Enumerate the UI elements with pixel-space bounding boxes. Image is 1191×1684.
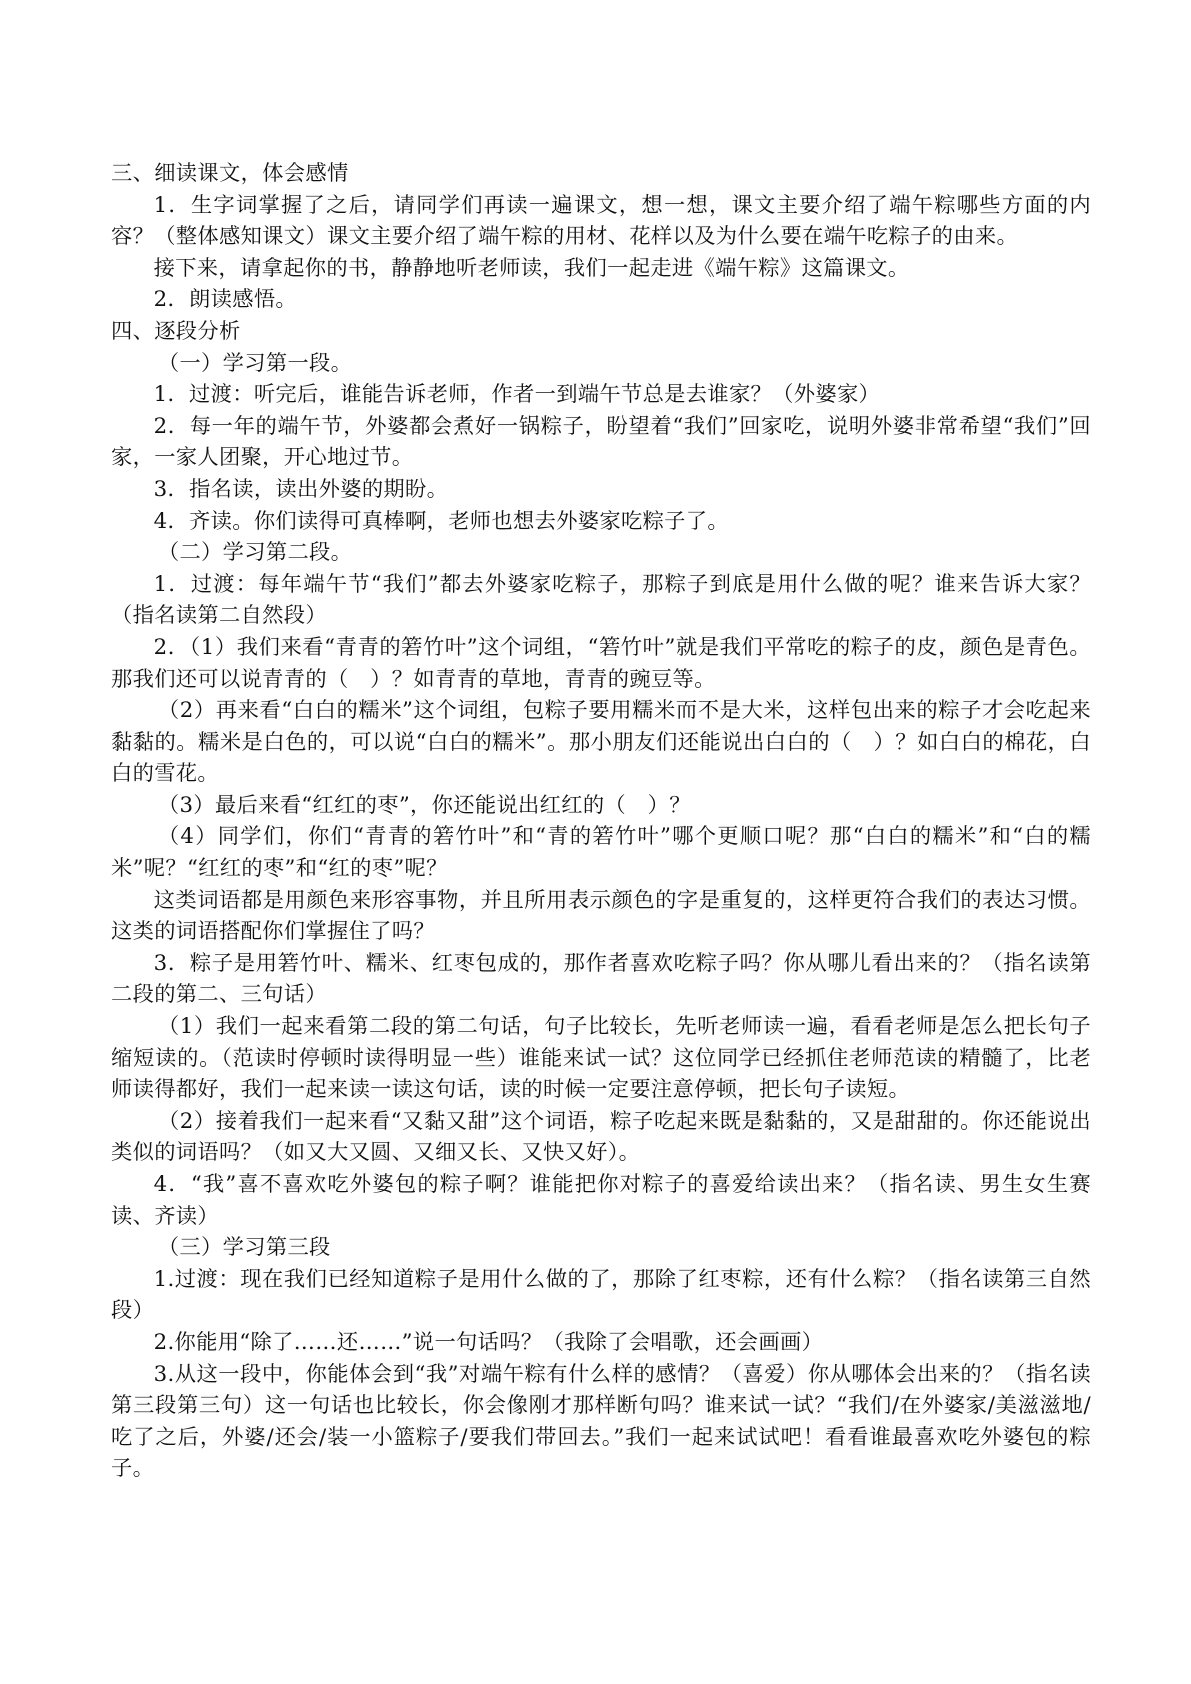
paragraph: （4）同学们，你们“青青的箬竹叶”和“青的箬竹叶”哪个更顺口呢？那“白白的糯米”和“白的糯米”呢？“红红的枣”和“红的枣”呢？ xyxy=(111,824,1091,882)
paragraph: 1．过渡：每年端午节“我们”都去外婆家吃粽子，那粽子到底是用什么做的呢？谁来告诉大家？（指名读第二自然段） xyxy=(111,571,1091,629)
subsection-heading: （一）学习第一段。 xyxy=(157,350,353,376)
paragraph: 4．“我”喜不喜欢吃外婆包的粽子啊？谁能把你对粽子的喜爱给读出来？（指名读、男生女生赛读、齐读） xyxy=(111,1172,1091,1229)
paragraph: 2．（1）我们来看“青青的箬竹叶”这个词组，“箬竹叶”就是我们平常吃的粽子的皮，颜色是青色。那我们还可以说青青的（ ）？如青青的草地，青青的豌豆等。 xyxy=(111,634,1091,692)
paragraph: 2.你能用“除了……还……”说一句话吗？（我除了会唱歌，还会画画） xyxy=(153,1329,824,1355)
subsection-heading: （二）学习第二段。 xyxy=(157,540,353,566)
lesson-plan-text xyxy=(111,158,1091,1485)
paragraph: 这类词语都是用颜色来形容事物，并且所用表示颜色的字是重复的，这样更符合我们的表达习惯。这类的词语搭配你们掌握住了吗？ xyxy=(111,887,1091,945)
paragraph: 4．齐读。你们读得可真棒啊，老师也想去外婆家吃粽子了。 xyxy=(153,508,729,534)
paragraph: （2）再来看“白白的糯米”这个词组，包粽子要用糯米而不是大米，这样包出来的粽子才会吃起来黏黏的。糯米是白色的，可以说“白白的糯米”。那小朋友们还能说出白白的（ ）？如白白的棉花，白白的雪花。 xyxy=(111,698,1091,787)
paragraph: 3．指名读，读出外婆的期盼。 xyxy=(153,476,449,502)
paragraph: 1．过渡：听完后，谁能告诉老师，作者一到端午节总是去谁家？（外婆家） xyxy=(153,382,881,408)
paragraph: 3.从这一段中，你能体会到“我”对端午粽有什么样的感情？（喜爱）你从哪体会出来的？（指名读第三段第三句）这一句话也比较长，你会像刚才那样断句吗？谁来试一试？“我们/在外婆家/美滋滋地/吃了之后，外婆/还会/装一小篮粽子/要我们带回去。”我们一起来试试吧！看看谁最喜欢吃外婆包的粽子。 xyxy=(111,1361,1091,1482)
paragraph: （3）最后来看“红红的枣”，你还能说出红红的（ ）？ xyxy=(157,792,691,818)
paragraph: 1.过渡：现在我们已经知道粽子是用什么做的了，那除了红枣粽，还有什么粽？（指名读第三自然段） xyxy=(111,1266,1091,1324)
paragraph: 2．朗读感悟。 xyxy=(153,287,298,313)
paragraph: （2）接着我们一起来看“又黏又甜”这个词语，粽子吃起来既是黏黏的，又是甜甜的。你还能说出类似的词语吗？（如又大又圆、又细又长、又快又好）。 xyxy=(111,1108,1091,1166)
section-heading-3: 三、细读课文，体会感情 xyxy=(111,161,349,186)
paragraph: 1．生字词掌握了之后，请同学们再读一遍课文，想一想，课文主要介绍了端午粽哪些方面的内容？（整体感知课文）课文主要介绍了端午粽的用材、花样以及为什么要在端午吃粽子的由来。 xyxy=(111,192,1091,250)
paragraph: 接下来，请拿起你的书，静静地听老师读，我们一起走进《端午粽》这篇课文。 xyxy=(153,255,910,281)
paragraph: （1）我们一起来看第二段的第二句话，句子比较长，先听老师读一遍，看看老师是怎么把长句子缩短读的。（范读时停顿时读得明显一些）谁能来试一试？这位同学已经抓住老师范读的精髓了，比老师读得都好，我们一起来读一读这句话，读的时候一定要注意停顿，把长句子读短。 xyxy=(111,1014,1091,1103)
paragraph: 2．每一年的端午节，外婆都会煮好一锅粽子，盼望着“我们”回家吃，说明外婆非常希望“我们”回家，一家人团聚，开心地过节。 xyxy=(111,413,1091,471)
section-heading-4: 四、逐段分析 xyxy=(111,318,241,344)
paragraph: 3．粽子是用箬竹叶、糯米、红枣包成的，那作者喜欢吃粽子吗？你从哪儿看出来的？（指名读第二段的第二、三句话） xyxy=(111,950,1091,1008)
subsection-heading: （三）学习第三段 xyxy=(157,1235,331,1261)
